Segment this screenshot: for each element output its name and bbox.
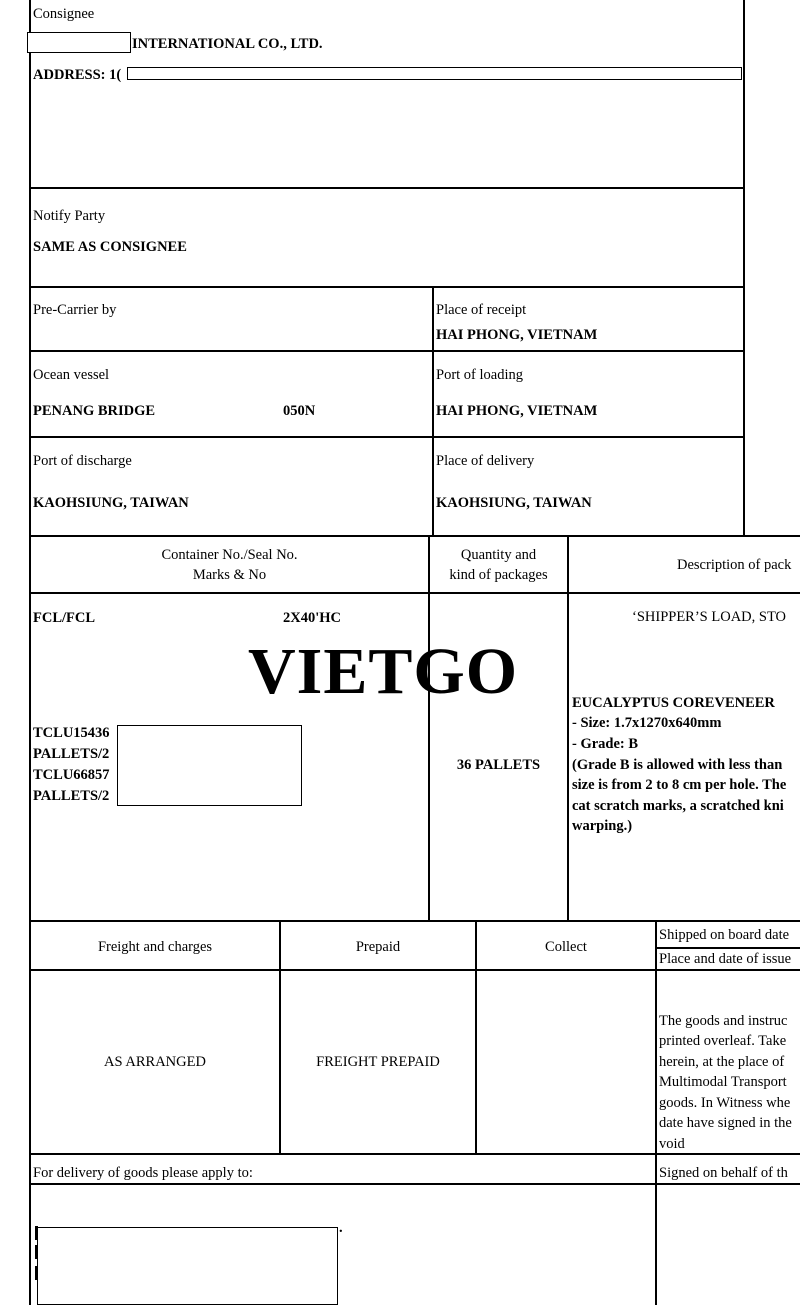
container-line: TCLU66857 [33, 767, 110, 783]
quantity-header-line1: Quantity and [460, 547, 537, 563]
description-line: EUCALYPTUS COREVENEER [572, 695, 775, 711]
collect-label: Collect [545, 939, 587, 955]
consignee-label: Consignee [33, 6, 95, 22]
port-of-loading-label: Port of loading [436, 367, 523, 383]
terms-line: Multimodal Transport [659, 1074, 787, 1090]
divider-freight-header [29, 969, 656, 971]
port-of-loading-value: HAI PHONG, VIETNAM [436, 403, 598, 419]
divider-cargo-col1 [428, 535, 430, 922]
description-line: cat scratch marks, a scratched kni [572, 798, 784, 814]
prepaid-label: Prepaid [355, 939, 401, 955]
divider-consignee [29, 187, 745, 189]
container-header-line1: Container No./Seal No. [161, 547, 298, 563]
divider-shipped-board [656, 947, 800, 949]
voyage-number: 050N [283, 403, 316, 419]
vietgo-watermark: VIETGO [248, 635, 519, 708]
divider-cargo-header [29, 592, 800, 594]
description-line: warping.) [572, 818, 633, 834]
port-of-discharge-label: Port of discharge [33, 453, 132, 469]
divider-delivery-top [29, 1153, 800, 1155]
port-of-discharge-value: KAOHSIUNG, TAIWAN [33, 495, 189, 511]
divider-freight-top [29, 920, 800, 922]
container-header-line2: Marks & No [192, 567, 267, 583]
ocean-vessel-value: PENANG BRIDGE [33, 403, 156, 419]
place-of-delivery-label: Place of delivery [436, 453, 535, 469]
place-of-delivery-value: KAOHSIUNG, TAIWAN [436, 495, 592, 511]
frame-left-line [29, 0, 31, 1305]
description-line: - Size: 1.7x1270x640mm [572, 715, 722, 731]
freight-charges-label: Freight and charges [97, 939, 213, 955]
divider-notify [29, 286, 745, 288]
terms-line: herein, at the place of [659, 1054, 785, 1070]
description-header: Description of pack [677, 557, 792, 573]
frame-right-line [743, 0, 745, 537]
redaction-box [37, 1227, 338, 1305]
container-count: 2X40'HC [283, 610, 341, 626]
quantity-value: 36 PALLETS [456, 757, 541, 773]
divider-cargo-col2 [567, 535, 569, 922]
fcl-label: FCL/FCL [33, 610, 96, 626]
consignee-address-label: ADDRESS: 1( [33, 67, 122, 83]
redaction-box [117, 725, 302, 806]
description-line: (Grade B is allowed with less than [572, 757, 783, 773]
place-of-receipt-label: Place of receipt [436, 302, 527, 318]
redaction-box [27, 32, 131, 53]
freight-charges-value: AS ARRANGED [104, 1054, 206, 1070]
shipped-on-board-label: Shipped on board date [659, 927, 790, 943]
delivery-period: . [339, 1220, 343, 1236]
delivery-apply-label: For delivery of goods please apply to: [33, 1165, 253, 1181]
container-line: PALLETS/2 [33, 788, 110, 804]
divider-cargo-top [29, 535, 800, 537]
ocean-vessel-label: Ocean vessel [33, 367, 110, 383]
terms-line: The goods and instruc [659, 1013, 788, 1029]
place-date-issue-label: Place and date of issue [659, 951, 792, 967]
container-line: PALLETS/2 [33, 746, 110, 762]
divider-vessel [29, 436, 745, 438]
divider-issue [656, 969, 800, 971]
redaction-box [127, 67, 742, 80]
notify-party-label: Notify Party [33, 208, 106, 224]
consignee-company: INTERNATIONAL CO., LTD. [132, 36, 323, 52]
divider-precarrier [29, 350, 745, 352]
terms-line: date have signed in the [659, 1115, 792, 1131]
divider-delivery-header [29, 1183, 800, 1185]
shipper-load-note: ‘SHIPPER’S LOAD, STO [632, 609, 787, 625]
description-line: size is from 2 to 8 cm per hole. The [572, 777, 787, 793]
pre-carrier-label: Pre-Carrier by [33, 302, 117, 318]
container-line: TCLU15436 [33, 725, 110, 741]
notify-party-value: SAME AS CONSIGNEE [33, 239, 187, 255]
terms-line: printed overleaf. Take [659, 1033, 787, 1049]
terms-line: void [659, 1136, 685, 1152]
prepaid-value: FREIGHT PREPAID [316, 1054, 440, 1070]
place-of-receipt-value: HAI PHONG, VIETNAM [436, 327, 598, 343]
quantity-header-line2: kind of packages [449, 567, 548, 583]
description-line: - Grade: B [572, 736, 639, 752]
divider-mid-routing [432, 286, 434, 537]
signed-behalf-label: Signed on behalf of th [659, 1165, 788, 1181]
divider-freight-col3 [655, 920, 657, 1305]
terms-line: goods. In Witness whe [659, 1095, 791, 1111]
